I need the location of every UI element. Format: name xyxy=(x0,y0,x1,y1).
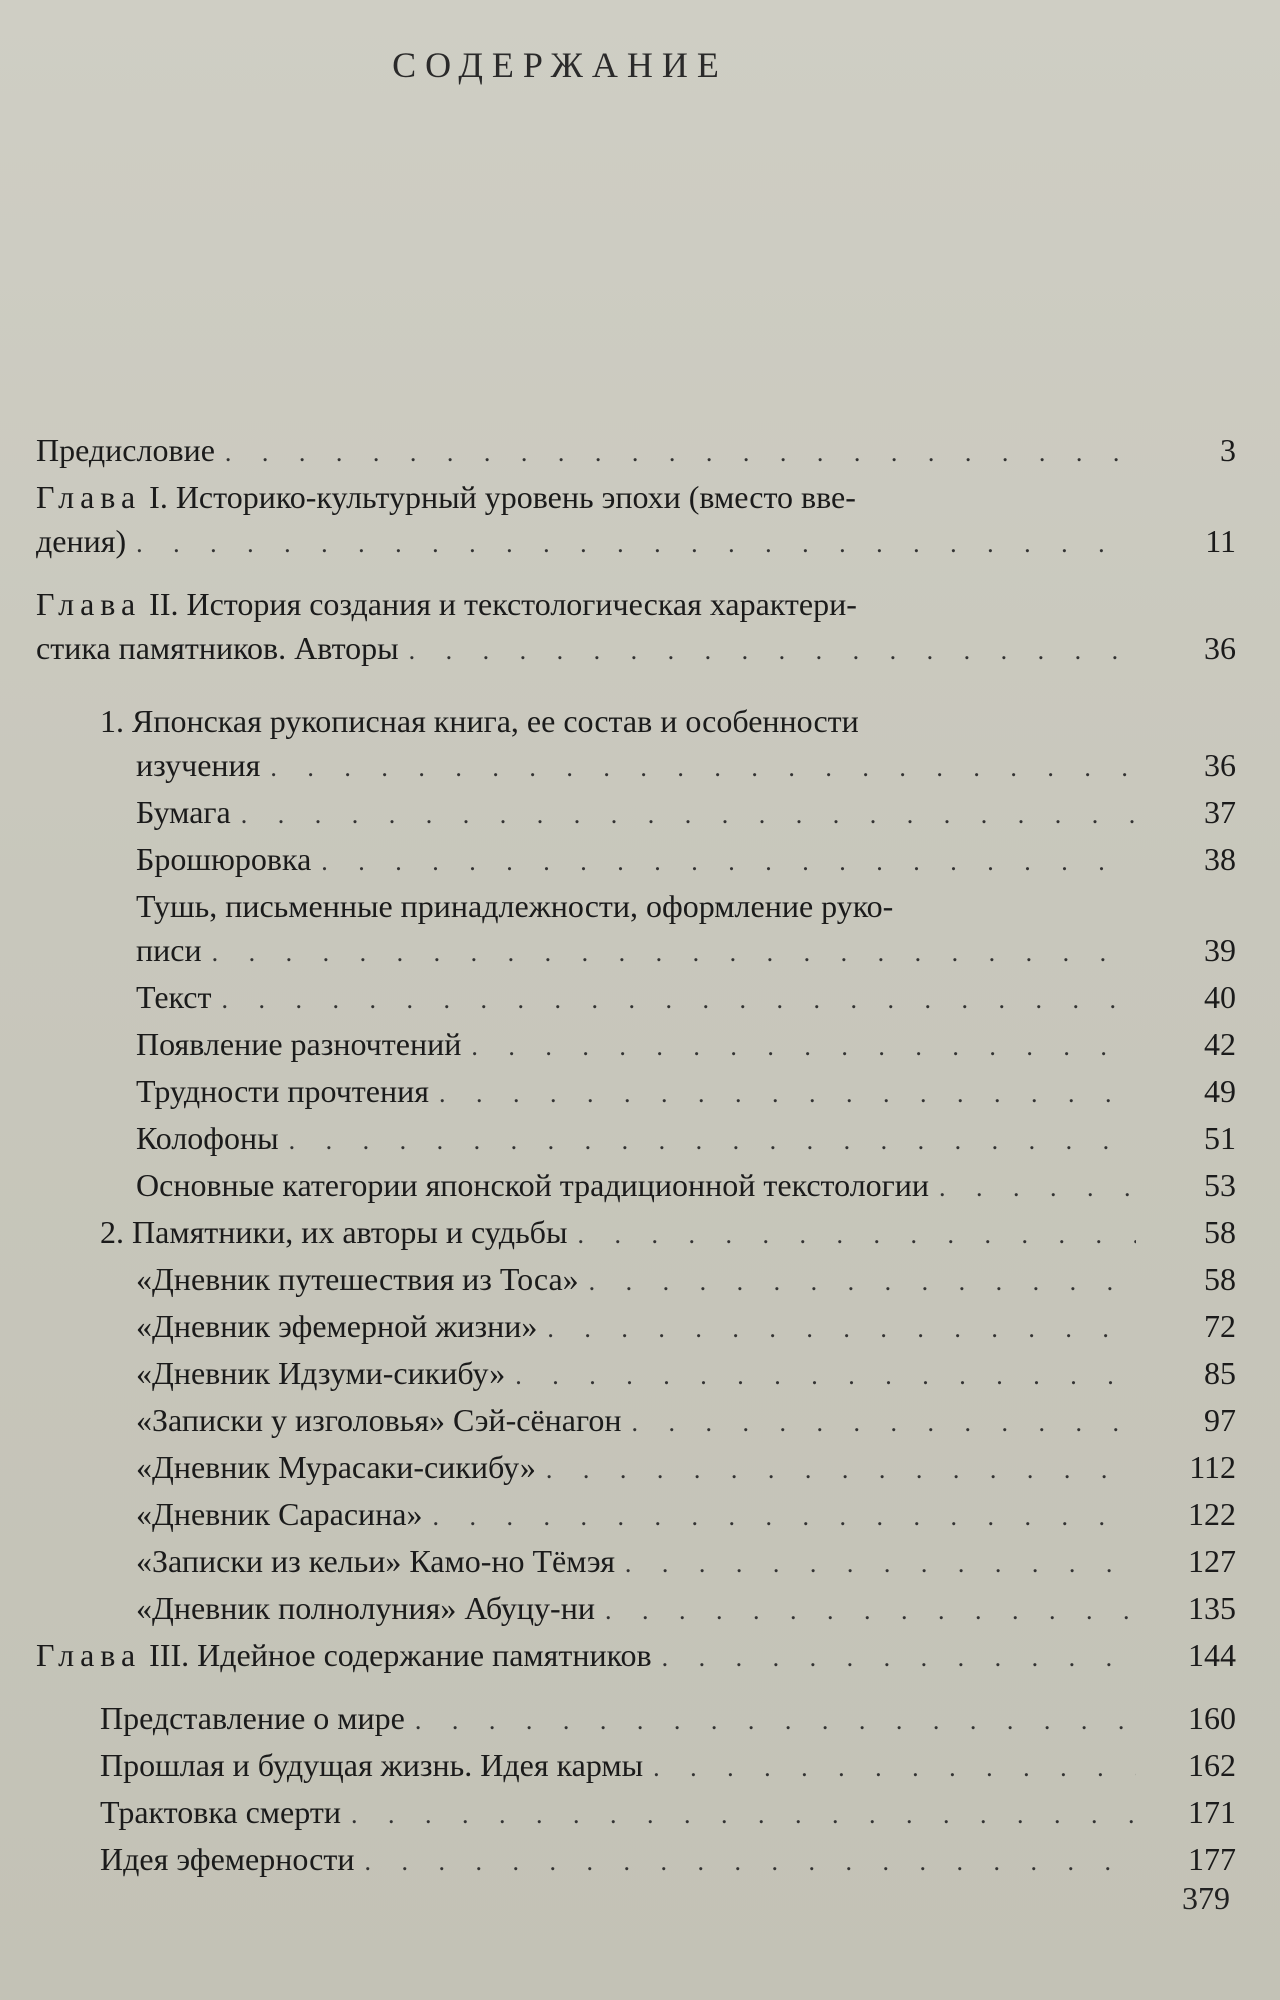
toc-entry-title: Предисловие xyxy=(36,432,215,468)
leader-dots xyxy=(225,431,1136,475)
toc-entry xyxy=(36,1696,1236,1743)
leader-dots xyxy=(631,1401,1136,1445)
toc-entry-title: III. Идейное содержание памятников xyxy=(141,1637,652,1673)
toc-entry xyxy=(36,475,1236,566)
leader-dots xyxy=(241,793,1136,837)
toc-entry-title: I. Историко-культурный уровень эпохи (вместо вве- xyxy=(141,479,856,515)
toc-page-number: 122 xyxy=(1188,1496,1236,1532)
toc-entry xyxy=(36,1116,1236,1163)
leader-dots xyxy=(415,1699,1136,1743)
toc-entry xyxy=(36,1022,1236,1069)
toc-page-number: 162 xyxy=(1188,1747,1236,1783)
toc-entry-title: 2. Памятники, их авторы и судьбы xyxy=(100,1214,568,1250)
toc-entry-title: II. История создания и текстологическая характери- xyxy=(141,586,857,622)
toc-page-number: 42 xyxy=(1204,1026,1236,1062)
toc-entry-title: Идея эфемерности xyxy=(100,1841,355,1877)
toc-entry-title: «Записки у изголовья» Сэй-сёнагон xyxy=(136,1402,622,1438)
toc-entry-continuation: изучения xyxy=(136,747,261,783)
leader-dots xyxy=(270,746,1136,790)
toc-entry-title: Представление о мире xyxy=(100,1700,405,1736)
toc-page-number: 144 xyxy=(1188,1637,1236,1673)
toc-page-number: 97 xyxy=(1204,1402,1236,1438)
toc-entry-title: Трудности прочтения xyxy=(136,1073,429,1109)
leader-dots xyxy=(625,1542,1136,1586)
toc-entry xyxy=(36,1633,1236,1680)
leader-dots xyxy=(351,1793,1136,1837)
table-of-contents xyxy=(36,428,1236,1884)
leader-dots xyxy=(662,1636,1136,1680)
toc-page-number: 58 xyxy=(1204,1261,1236,1297)
leader-dots xyxy=(439,1072,1136,1116)
toc-entry xyxy=(36,1398,1236,1445)
toc-entry xyxy=(36,428,1236,475)
toc-page-number: 177 xyxy=(1188,1841,1236,1877)
toc-entry-continuation: писи xyxy=(136,932,202,968)
toc-entry-title: Прошлая и будущая жизнь. Идея кармы xyxy=(100,1747,644,1783)
toc-page-number: 72 xyxy=(1204,1308,1236,1344)
toc-entry xyxy=(36,582,1236,673)
leader-dots xyxy=(577,1213,1136,1257)
toc-entry xyxy=(36,790,1236,837)
toc-entry xyxy=(36,1210,1236,1257)
toc-page-number: 58 xyxy=(1204,1214,1236,1250)
leader-dots xyxy=(212,931,1136,975)
toc-entry-title: «Дневник Мурасаки-сикибу» xyxy=(136,1449,536,1485)
toc-entry xyxy=(36,1837,1236,1884)
toc-page-number: 40 xyxy=(1204,979,1236,1015)
toc-entry-title: «Дневник полнолуния» Абуцу-ни xyxy=(136,1590,595,1626)
leader-dots xyxy=(939,1166,1136,1210)
leader-dots xyxy=(547,1307,1136,1351)
toc-entry xyxy=(36,1069,1236,1116)
toc-entry xyxy=(36,1257,1236,1304)
toc-entry xyxy=(36,884,1236,975)
toc-entry xyxy=(36,1586,1236,1633)
toc-page-number: 38 xyxy=(1204,841,1236,877)
toc-entry xyxy=(36,1539,1236,1586)
toc-entry-title: Основные категории японской традиционной текстологии xyxy=(136,1167,930,1203)
leader-dots xyxy=(321,840,1136,884)
toc-entry-title: Колофоны xyxy=(136,1120,279,1156)
toc-entry-title: Бумага xyxy=(136,794,231,830)
toc-page-number: 39 xyxy=(1204,932,1236,968)
toc-page-number: 112 xyxy=(1189,1449,1236,1485)
toc-page-number: 11 xyxy=(1205,523,1236,559)
toc-entry xyxy=(36,837,1236,884)
leader-dots xyxy=(221,978,1136,1022)
leader-dots xyxy=(471,1025,1136,1069)
toc-entry xyxy=(36,1445,1236,1492)
toc-entry-title: «Дневник путешествия из Тоса» xyxy=(136,1261,579,1297)
toc-entry-continuation: стика памятников. Авторы xyxy=(36,630,399,666)
toc-entry xyxy=(36,699,1236,790)
toc-page-number: 51 xyxy=(1204,1120,1236,1156)
leader-dots xyxy=(409,629,1136,673)
chapter-word: Глава xyxy=(36,1637,142,1673)
toc-entry xyxy=(36,1492,1236,1539)
toc-entry-continuation: дения) xyxy=(36,523,127,559)
toc-page-number: 53 xyxy=(1204,1167,1236,1203)
toc-page-number: 127 xyxy=(1188,1543,1236,1579)
toc-page-number: 135 xyxy=(1188,1590,1236,1626)
toc-entry xyxy=(36,975,1236,1022)
toc-entry-title: «Дневник эфемерной жизни» xyxy=(136,1308,538,1344)
toc-page-number: 3 xyxy=(1220,432,1236,468)
leader-dots xyxy=(432,1495,1136,1539)
toc-page-number: 160 xyxy=(1188,1700,1236,1736)
toc-entry-title: Текст xyxy=(136,979,212,1015)
leader-dots xyxy=(653,1746,1136,1790)
toc-page-number: 171 xyxy=(1188,1794,1236,1830)
toc-entry-title: Появление разночтений xyxy=(136,1026,462,1062)
toc-entry xyxy=(36,1163,1236,1210)
toc-entry-title: 1. Японская рукописная книга, ее состав и особенности xyxy=(100,703,859,739)
chapter-word: Глава xyxy=(36,479,142,515)
toc-entry-title: «Дневник Идзуми-сикибу» xyxy=(136,1355,506,1391)
toc-entry xyxy=(36,1743,1236,1790)
chapter-word: Глава xyxy=(36,586,142,622)
leader-dots xyxy=(289,1119,1136,1163)
toc-page-number: 36 xyxy=(1204,630,1236,666)
toc-entry-title: Брошюровка xyxy=(136,841,312,877)
toc-entry-title: Тушь, письменные принадлежности, оформление руко- xyxy=(136,888,894,924)
leader-dots xyxy=(364,1840,1136,1884)
toc-page-number: 37 xyxy=(1204,794,1236,830)
toc-page-number: 36 xyxy=(1204,747,1236,783)
toc-page-number: 85 xyxy=(1204,1355,1236,1391)
leader-dots xyxy=(589,1260,1136,1304)
toc-entry xyxy=(36,1790,1236,1837)
toc-entry xyxy=(36,1304,1236,1351)
toc-entry-title: Трактовка смерти xyxy=(100,1794,341,1830)
leader-dots xyxy=(546,1448,1136,1492)
leader-dots xyxy=(515,1354,1136,1398)
toc-page-number: 49 xyxy=(1204,1073,1236,1109)
leader-dots xyxy=(136,522,1136,566)
toc-entry-title: «Записки из кельи» Камо-но Тёмэя xyxy=(136,1543,615,1579)
toc-entry xyxy=(36,1351,1236,1398)
page-number: 379 xyxy=(1182,1880,1230,1916)
page-title: СОДЕРЖАНИЕ xyxy=(392,45,728,85)
toc-entry-title: «Дневник Сарасина» xyxy=(136,1496,423,1532)
leader-dots xyxy=(605,1589,1136,1633)
